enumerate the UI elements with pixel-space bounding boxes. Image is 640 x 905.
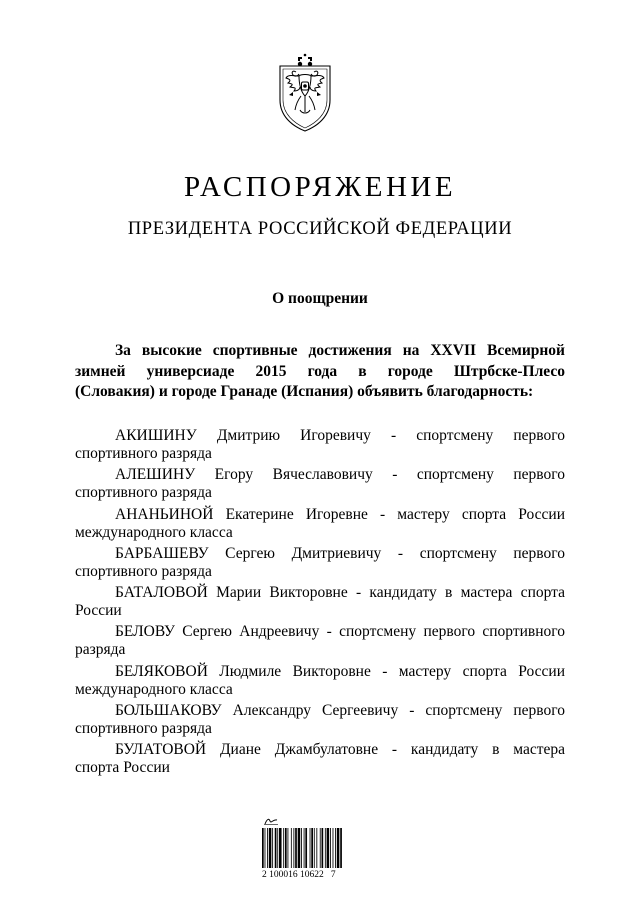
document-heading: О поощрении <box>272 290 368 307</box>
awardee-list <box>75 426 565 780</box>
awardee-line-continuation: международного класса <box>75 680 233 698</box>
awardee-entry <box>75 701 565 740</box>
awardee-entry <box>75 622 565 661</box>
document-subtitle: ПРЕЗИДЕНТА РОССИЙСКОЙ ФЕДЕРАЦИИ <box>127 219 513 239</box>
awardee-entry <box>75 426 565 465</box>
awardee-line-continuation: разряда <box>75 641 126 659</box>
awardee-line: БУЛАТОВОЙ Диане Джамбулатовне - кандидату в мастера <box>115 741 565 759</box>
awardee-entry <box>75 740 565 779</box>
intro-line: (Словакия) и городе Гранаде (Испания) объявить благодарность: <box>75 383 534 400</box>
awardee-line: БАРБАШЕВУ Сергею Дмитриевичу - спортсмену первого <box>115 544 565 562</box>
awardee-line-continuation: спортивного разряда <box>75 720 212 738</box>
barcode-number: 2 100016 10622 7 <box>262 870 336 880</box>
awardee-line: БОЛЬШАКОВУ Александру Сергеевичу - спортсмену первого <box>115 702 565 720</box>
awardee-entry <box>75 544 565 583</box>
awardee-line-continuation: спортивного разряда <box>75 562 212 580</box>
state-emblem-icon <box>276 52 334 134</box>
awardee-entry <box>75 583 565 622</box>
awardee-entry <box>75 465 565 504</box>
document-title: РАСПОРЯЖЕНИЕ <box>183 171 457 203</box>
awardee-entry <box>75 505 565 544</box>
awardee-line-continuation: спорта России <box>75 759 170 777</box>
awardee-line: БЕЛОВУ Сергею Андреевичу - спортсмену первого спортивного <box>115 623 565 641</box>
barcode-bars <box>262 828 370 868</box>
barcode-mark-icon <box>264 817 278 825</box>
intro-paragraph <box>75 341 565 403</box>
awardee-line: АКИШИНУ Дмитрию Игоревичу - спортсмену первого <box>115 427 565 444</box>
awardee-line-continuation: спортивного разряда <box>75 484 212 502</box>
awardee-line: АНАНЬИНОЙ Екатерине Игоревне - мастеру спорта России <box>115 505 565 523</box>
awardee-line: БЕЛЯКОВОЙ Людмиле Викторовне - мастеру спорта России <box>115 662 565 680</box>
intro-line: зимней универсиаде 2015 года в городе Штрбске-Плесо <box>75 362 565 380</box>
intro-line: За высокие спортивные достижения на XXVII Всемирной <box>115 342 565 359</box>
awardee-line: БАТАЛОВОЙ Марии Викторовне - кандидату в мастера спорта <box>115 584 565 602</box>
awardee-line: АЛЕШИНУ Егору Вячеславовичу - спортсмену первого <box>115 466 565 484</box>
awardee-entry <box>75 662 565 701</box>
awardee-line-continuation: России <box>75 602 122 620</box>
awardee-line-continuation: международного класса <box>75 523 233 541</box>
document-barcode <box>262 817 372 883</box>
awardee-line-continuation: спортивного разряда <box>75 445 212 462</box>
